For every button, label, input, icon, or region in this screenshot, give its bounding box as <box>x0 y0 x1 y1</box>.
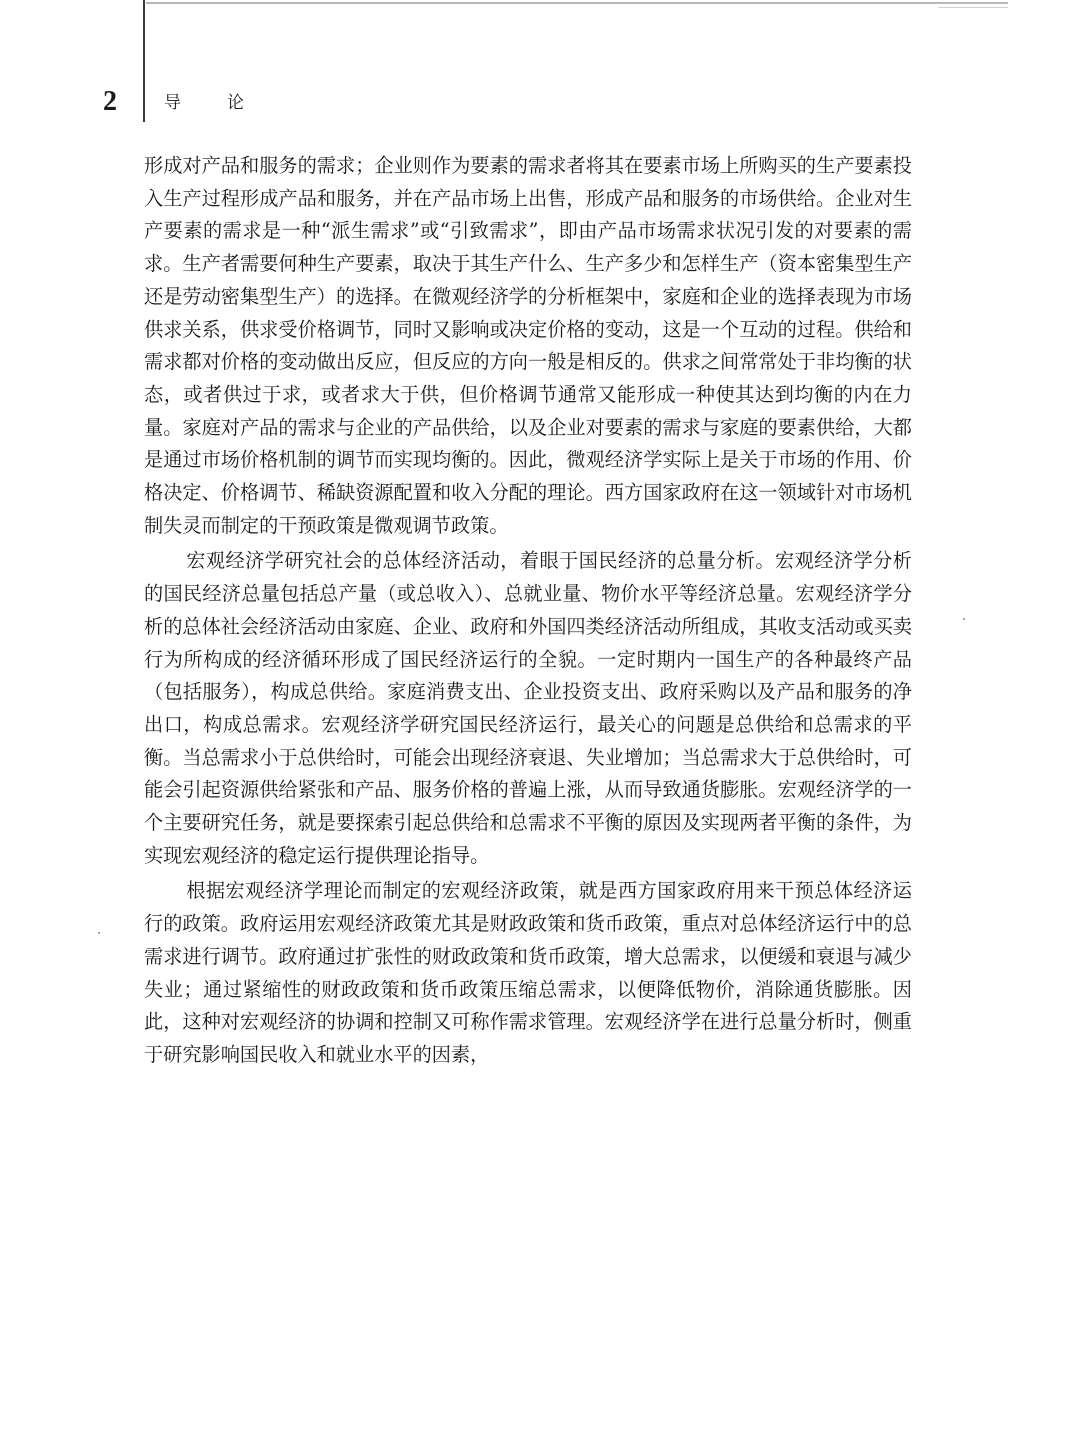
running-title: 导论 <box>164 93 290 113</box>
paragraph-macro-policy: 根据宏观经济学理论而制定的宏观经济政策，就是西方国家政府用来干预总体经济运行的政策。政府运用宏观经济政策尤其是财政政策和货币政策，重点对总体经济运行中的总需求进行调节。政府通过扩张性的财政政策和货币政策，增大总需求，以便缓和衰退与减少失业；通过紧缩性的财政政策和货币政策压缩总需求，以便降低物价，消除通货膨胀。因此，这种对宏观经济的协调和控制又可称作需求管理。宏观经济学在进行总量分析时，侧重于研究影响国民收入和就业水平的因素， <box>144 879 912 1066</box>
scan-speck <box>963 618 965 620</box>
page-number: 2 <box>103 86 117 117</box>
paragraph-continued: 形成对产品和服务的需求；企业则作为要素的需求者将其在要素市场上所购买的生产要素投入生产过程形成产品和服务，并在产品市场上出售，形成产品和服务的市场供给。企业对生产要素的需求是一种“派生需求”或“引致需求”，即由产品市场需求状况引发的对要素的需求。生产者需要何种生产要素，取决于其生产什么、生产多少和怎样生产（资本密集型生产还是劳动密集型生产）的选择。在微观经济学的分析框架中，家庭和企业的选择表现为市场供求关系，供求受价格调节，同时又影响或决定价格的变动，这是一个互动的过程。供给和需求都对价格的变动做出反应，但反应的方向一般是相反的。供求之间常常处于非均衡的状态，或者供过于求，或者求大于供，但价格调节通常又能形成一种使其达到均衡的内在力量。家庭对产品的需求与企业的产品供给，以及企业对要素的需求与家庭的要素供给，大都是通过市场价格机制的调节而实现均衡的。因此，微观经济学实际上是关于市场的作用、价格决定、价格调节、稀缺资源配置和收入分配的理论。西方国家政府在这一领域针对市场机制失灵而制定的干预政策是微观调节政策。 <box>144 154 912 537</box>
top-border-line <box>146 2 1008 4</box>
body-text <box>144 150 912 1075</box>
top-border-line-secondary <box>938 7 1008 8</box>
scan-speck <box>98 932 100 934</box>
paragraph-macroeconomics: 宏观经济学研究社会的总体经济活动，着眼于国民经济的总量分析。宏观经济学分析的国民经济总量包括总产量（或总收入）、总就业量、物价水平等经济总量。宏观经济学分析的总体社会经济活动由家庭、企业、政府和外国四类经济活动所组成，其收支活动或买卖行为所构成的经济循环形成了国民经济运行的全貌。一定时期内一国生产的各种最终产品（包括服务），构成总供给。家庭消费支出、企业投资支出、政府采购以及产品和服务的净出口，构成总需求。宏观经济学研究国民经济运行，最关心的问题是总供给和总需求的平衡。当总需求小于总供给时，可能会出现经济衰退、失业增加；当总需求大于总供给时，可能会引起资源供给紧张和产品、服务价格的普遍上涨，从而导致通货膨胀。宏观经济学的一个主要研究任务，就是要探索引起总供给和总需求不平衡的原因及实现两者平衡的条件，为实现宏观经济的稳定运行提供理论指导。 <box>144 549 912 867</box>
header-vertical-rule <box>143 0 145 122</box>
